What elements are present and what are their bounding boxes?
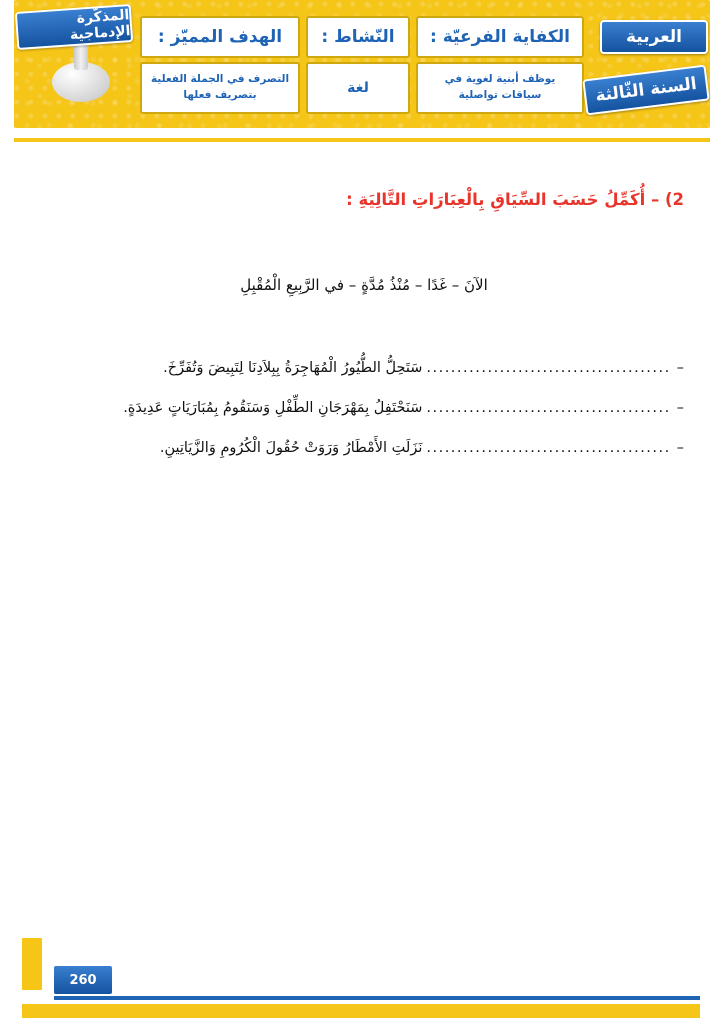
list-item — [40, 440, 684, 456]
item-blank-dots[interactable]: ........................................ — [426, 440, 671, 456]
year-tag: السنة الثّالثة — [582, 65, 709, 116]
subject-tag: العربية — [600, 20, 708, 54]
objective-value-line1: التصرف في الجملة الفعلية — [150, 73, 290, 86]
notebook-badge: المذكّرة الإدماجية — [15, 4, 133, 50]
page-header — [0, 0, 724, 130]
competency-label-cell: الكفاية الفرعيّة : — [416, 16, 584, 58]
objective-value-line2: بتصريف فعلها — [183, 89, 257, 101]
activity-label-cell: النّشاط : — [306, 16, 410, 58]
competency-value-cell: يوظف أبنية لغوية في سياقات تواصلية — [416, 62, 584, 114]
item-dash: – — [676, 400, 684, 416]
page-number: 260 — [54, 966, 112, 994]
list-item — [40, 400, 684, 416]
word-bank: الآنَ – غَدًا – مُنْذُ مُدَّةٍ – في الرَّبِيعِ الْمُقْبِلِ — [240, 276, 488, 294]
item-sentence: نَزَلَتِ الأَمْطَارُ وَرَوَتْ حُقُولَ الْكُرُومِ وَالزَّيَاتِينِ. — [159, 440, 423, 456]
exercise-items-list — [40, 360, 684, 480]
exercise-title: 2) – أُكَمِّلُ حَسَبَ السِّيَاقِ بِالْعِبَارَاتِ التَّالِيَةِ : — [346, 190, 684, 209]
header-underline — [14, 138, 710, 142]
footer-accent-bar — [22, 938, 42, 990]
footer-rule-blue — [54, 996, 700, 1000]
item-sentence: سَتَحِلُّ الطُّيُورُ الْمُهَاجِرَةُ بِبِلاَدِنَا لِتَبِيضَ وَتُفَرِّخَ. — [163, 360, 423, 376]
footer-rule-yellow — [22, 1004, 700, 1018]
activity-value-cell: لغة — [306, 62, 410, 114]
list-item — [40, 360, 684, 376]
item-dash: – — [676, 440, 684, 456]
item-dash: – — [676, 360, 684, 376]
item-blank-dots[interactable]: ........................................ — [426, 400, 671, 416]
item-sentence: سَنَحْتَفِلُ بِمَهْرَجَانِ الطِّفْلِ وَسَنَقُومُ بِمُبَارَيَاتٍ عَدِيدَةٍ. — [123, 400, 423, 416]
item-blank-dots[interactable]: ........................................ — [426, 360, 671, 376]
objective-label-cell: الهدف المميّز : — [140, 16, 300, 58]
objective-value-cell — [140, 62, 300, 114]
